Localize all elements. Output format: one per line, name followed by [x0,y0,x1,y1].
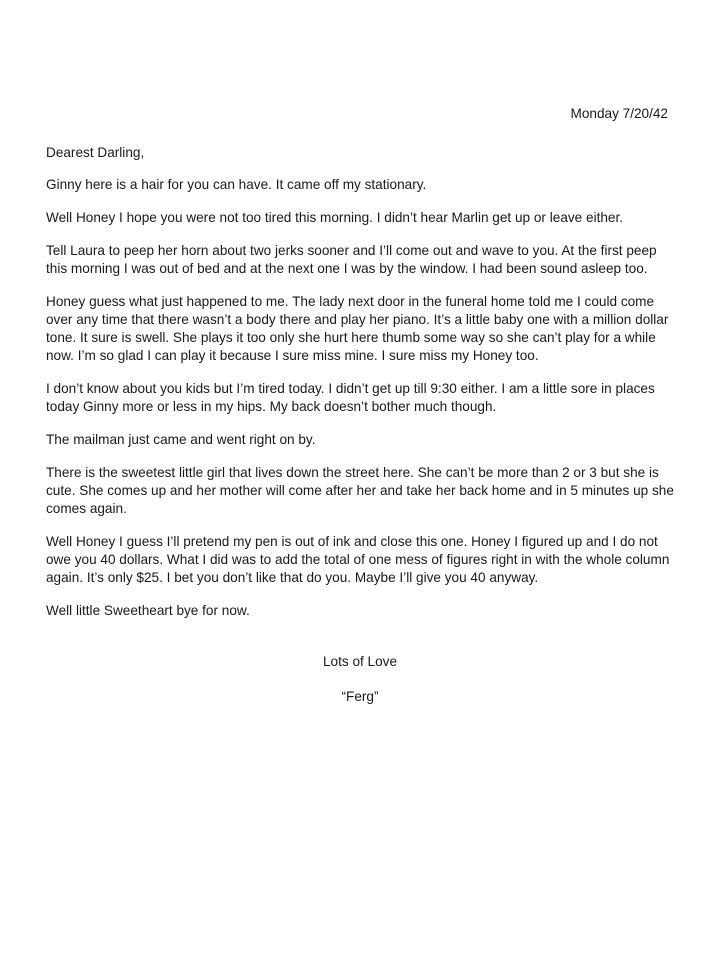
paragraph: Tell Laura to peep her horn about two jerks sooner and I’ll come out and wave to you. At the first peep this morning I was out of bed and at the next one I was by the window. I had been sound asleep too. [46,243,657,276]
letter-date: Monday 7/20/42 [570,106,668,121]
letter-body [46,176,674,635]
paragraph: Honey guess what just happened to me. The lady next door in the funeral home told me I could come over any time that there wasn’t a body there and play her piano. It’s a little baby one with a million dollar tone. It sure is swell. She plays it too only she hurt here thumb some way so she can’t play for a while now. I’m so glad I can play it because I sure miss mine. I sure miss my Honey too. [46,294,669,363]
paragraph: Well Honey I guess I’ll pretend my pen is out of ink and close this one. Honey I figured up and I do not owe you 40 dollars. What I did was to add the total of one mess of figures right in with the whole column again. It’s only $25. I bet you don’t like that do you. Maybe I’ll give you 40 anyway. [46,534,670,585]
paragraph: Well Honey I hope you were not too tired this morning. I didn’t hear Marlin get up or leave either. [46,210,624,225]
closing: Lots of Love [322,654,398,669]
paragraph: The mailman just came and went right on by. [46,432,316,447]
salutation: Dearest Darling, [46,145,145,160]
paragraph: Ginny here is a hair for you can have. It came off my stationary. [46,177,427,192]
paragraph: There is the sweetest little girl that lives down the street here. She can’t be more than 2 or 3 but she is cute. She comes up and her mother will come after her and take her back home and in 5 minutes up she comes again. [46,465,674,516]
paragraph: Well little Sweetheart bye for now. [46,603,250,618]
paragraph: I don’t know about you kids but I’m tired today. I didn’t get up till 9:30 either. I am a little sore in places today Ginny more or less in my hips. My back doesn’t bother much though. [46,381,655,414]
signature: “Ferg” [341,689,379,704]
